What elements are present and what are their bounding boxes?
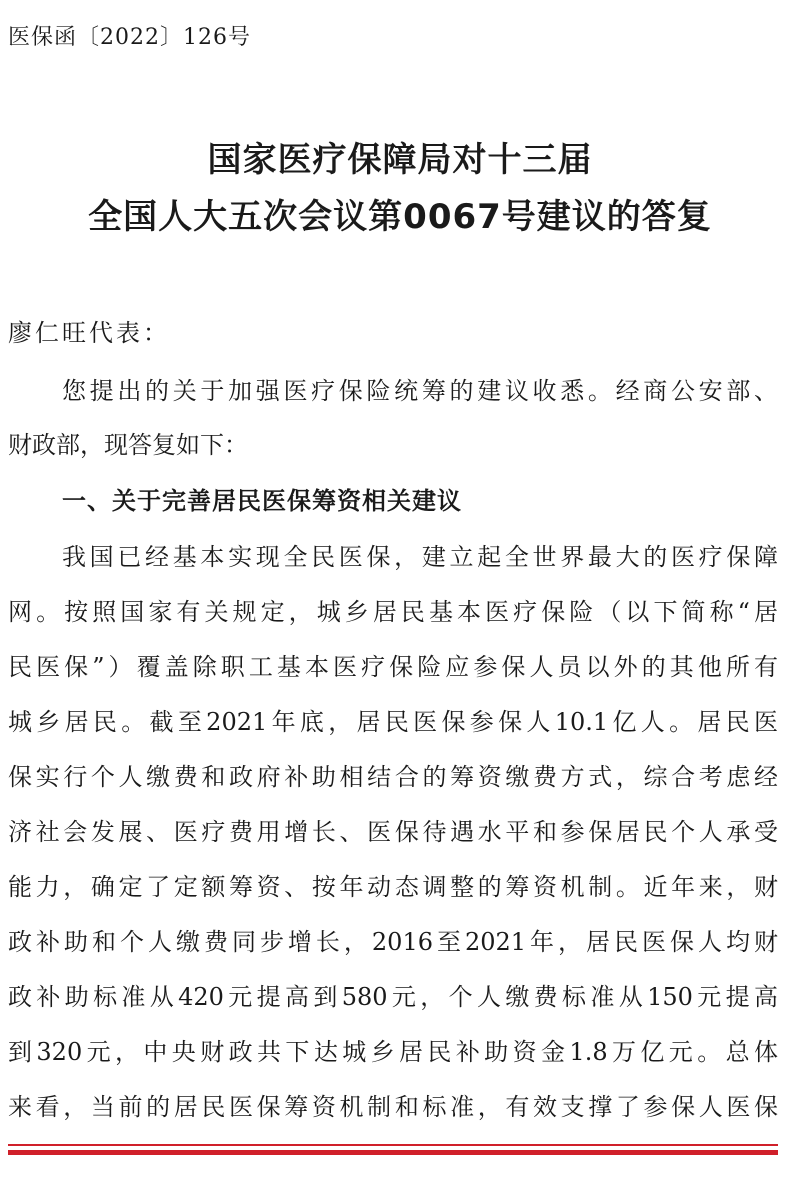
intro-line: 财政部，现答复如下：	[8, 431, 248, 459]
footer-red-rule-thick	[8, 1150, 778, 1155]
salutation: 廖仁旺代表：	[8, 319, 170, 347]
body-line: 网。按照国家有关规定，城乡居民基本医疗保险（以下简称“居	[8, 598, 778, 626]
body-line: 到320元，中央财政共下达城乡居民补助资金1.8万亿元。总体	[8, 1038, 778, 1066]
document-number: 医保函〔2022〕126号	[8, 25, 251, 50]
body-line: 保实行个人缴费和政府补助相结合的筹资缴费方式，综合考虑经	[8, 763, 778, 791]
section-heading: 一、关于完善居民医保筹资相关建议	[62, 487, 462, 515]
document-title-line-2: 全国人大五次会议第0067号建议的答复	[88, 197, 712, 237]
body-line: 民医保”）覆盖除职工基本医疗保险应参保人员以外的其他所有	[8, 653, 778, 681]
footer-red-rule-thin	[8, 1144, 778, 1146]
body-line: 济社会发展、医疗费用增长、医保待遇水平和参保居民个人承受	[8, 818, 778, 846]
body-line: 城乡居民。截至2021年底，居民医保参保人10.1亿人。居民医	[8, 708, 778, 736]
document-title-line-1: 国家医疗保障局对十三届	[207, 140, 593, 180]
body-line: 政补助和个人缴费同步增长，2016至2021年，居民医保人均财	[8, 928, 778, 956]
body-line: 能力，确定了定额筹资、按年动态调整的筹资机制。近年来，财	[8, 873, 778, 901]
body-line: 我国已经基本实现全民医保，建立起全世界最大的医疗保障	[62, 543, 778, 571]
intro-line: 您提出的关于加强医疗保险统筹的建议收悉。经商公安部、	[62, 377, 778, 405]
body-line: 政补助标准从420元提高到580元，个人缴费标准从150元提高	[8, 983, 778, 1011]
body-line: 来看，当前的居民医保筹资机制和标准，有效支撑了参保人医保	[8, 1093, 778, 1121]
